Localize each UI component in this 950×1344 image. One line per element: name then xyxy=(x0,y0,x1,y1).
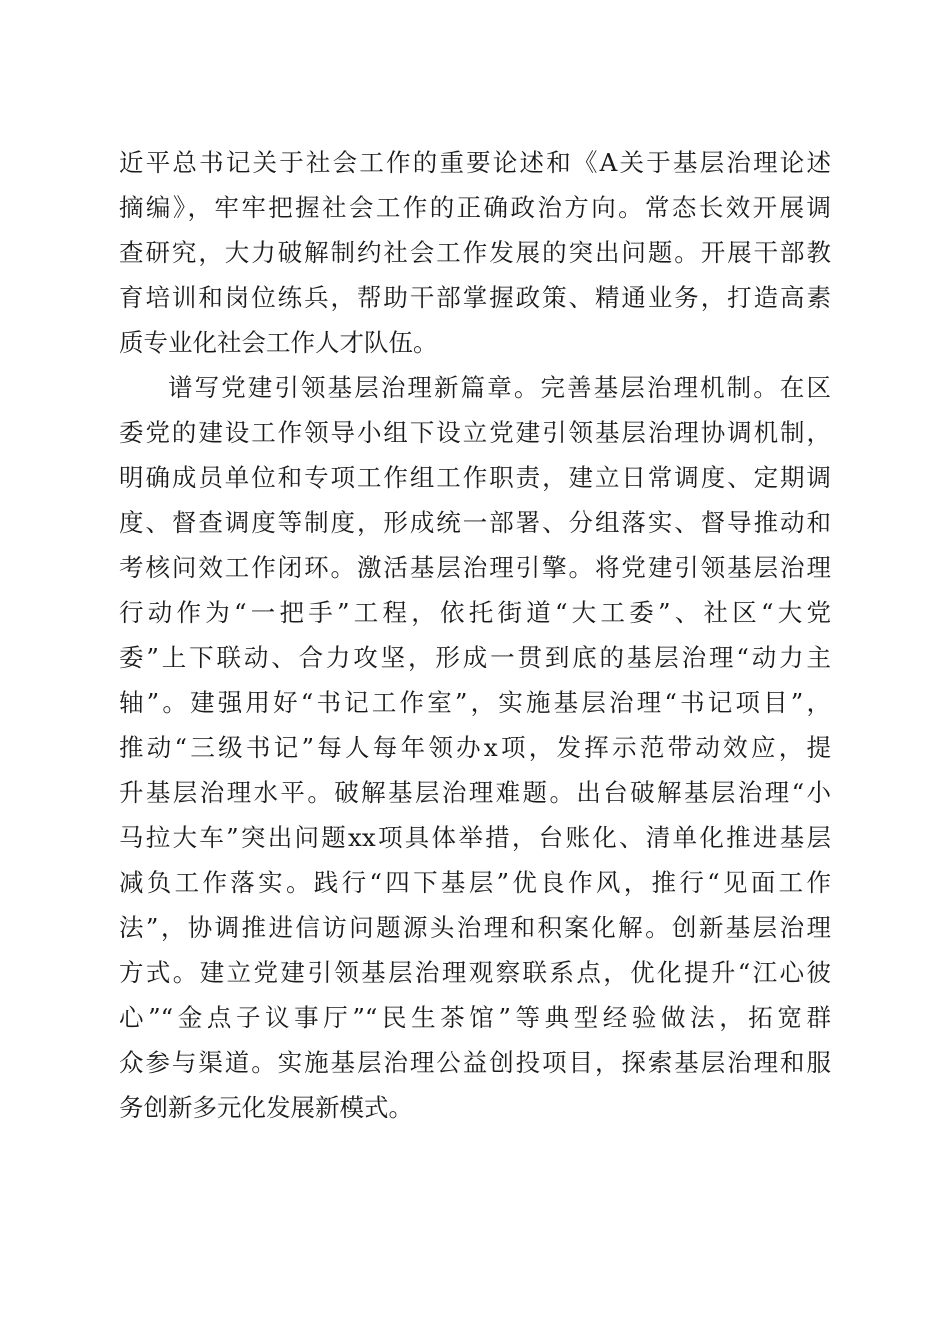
text-line: 明确成员单位和专项工作组工作职责，建立日常调度、定期调 xyxy=(119,463,831,492)
text-line: 马拉大车”突出问题xx项具体举措，台账化、清单化推进基层 xyxy=(119,823,831,852)
text-line: 质专业化社会工作人才队伍。 xyxy=(119,328,438,357)
text-line: 查研究，大力破解制约社会工作发展的突出问题。开展干部教 xyxy=(119,238,831,267)
text-line: 近平总书记关于社会工作的重要论述和《A关于基层治理论述 xyxy=(119,148,831,177)
text-line: 升基层治理水平。破解基层治理难题。出台破解基层治理“小 xyxy=(119,778,831,807)
text-line: 摘编》，牢牢把握社会工作的正确政治方向。常态长效开展调 xyxy=(119,193,831,222)
text-line: 轴”。建强用好“书记工作室”，实施基层治理“书记项目”， xyxy=(119,688,831,717)
text-line: 务创新多元化发展新模式。 xyxy=(119,1093,413,1122)
text-line: 方式。建立党建引领基层治理观察联系点，优化提升“江心彼 xyxy=(119,958,831,987)
text-line: 考核问效工作闭环。激活基层治理引擎。将党建引领基层治理 xyxy=(119,553,831,582)
text-line: 法”，协调推进信访问题源头治理和积案化解。创新基层治理 xyxy=(119,913,831,942)
text-line: 委”上下联动、合力攻坚，形成一贯到底的基层治理“动力主 xyxy=(119,643,831,672)
text-line: 心”“金点子议事厅”“民生茶馆”等典型经验做法，拓宽群 xyxy=(119,1003,831,1032)
text-line: 育培训和岗位练兵，帮助干部掌握政策、精通业务，打造高素 xyxy=(119,283,831,312)
text-line: 众参与渠道。实施基层治理公益创投项目，探索基层治理和服 xyxy=(119,1048,831,1077)
text-line: 委党的建设工作领导小组下设立党建引领基层治理协调机制， xyxy=(119,418,831,447)
text-line: 减负工作落实。践行“四下基层”优良作风，推行“见面工作 xyxy=(119,868,831,897)
text-line: 行动作为“一把手”工程，依托街道“大工委”、社区“大党 xyxy=(119,598,831,627)
text-line: 推动“三级书记”每人每年领办x项，发挥示范带动效应，提 xyxy=(119,733,831,762)
text-line: 度、督查调度等制度，形成统一部署、分组落实、督导推动和 xyxy=(119,508,831,537)
text-line: 谱写党建引领基层治理新篇章。完善基层治理机制。在区 xyxy=(168,373,831,402)
